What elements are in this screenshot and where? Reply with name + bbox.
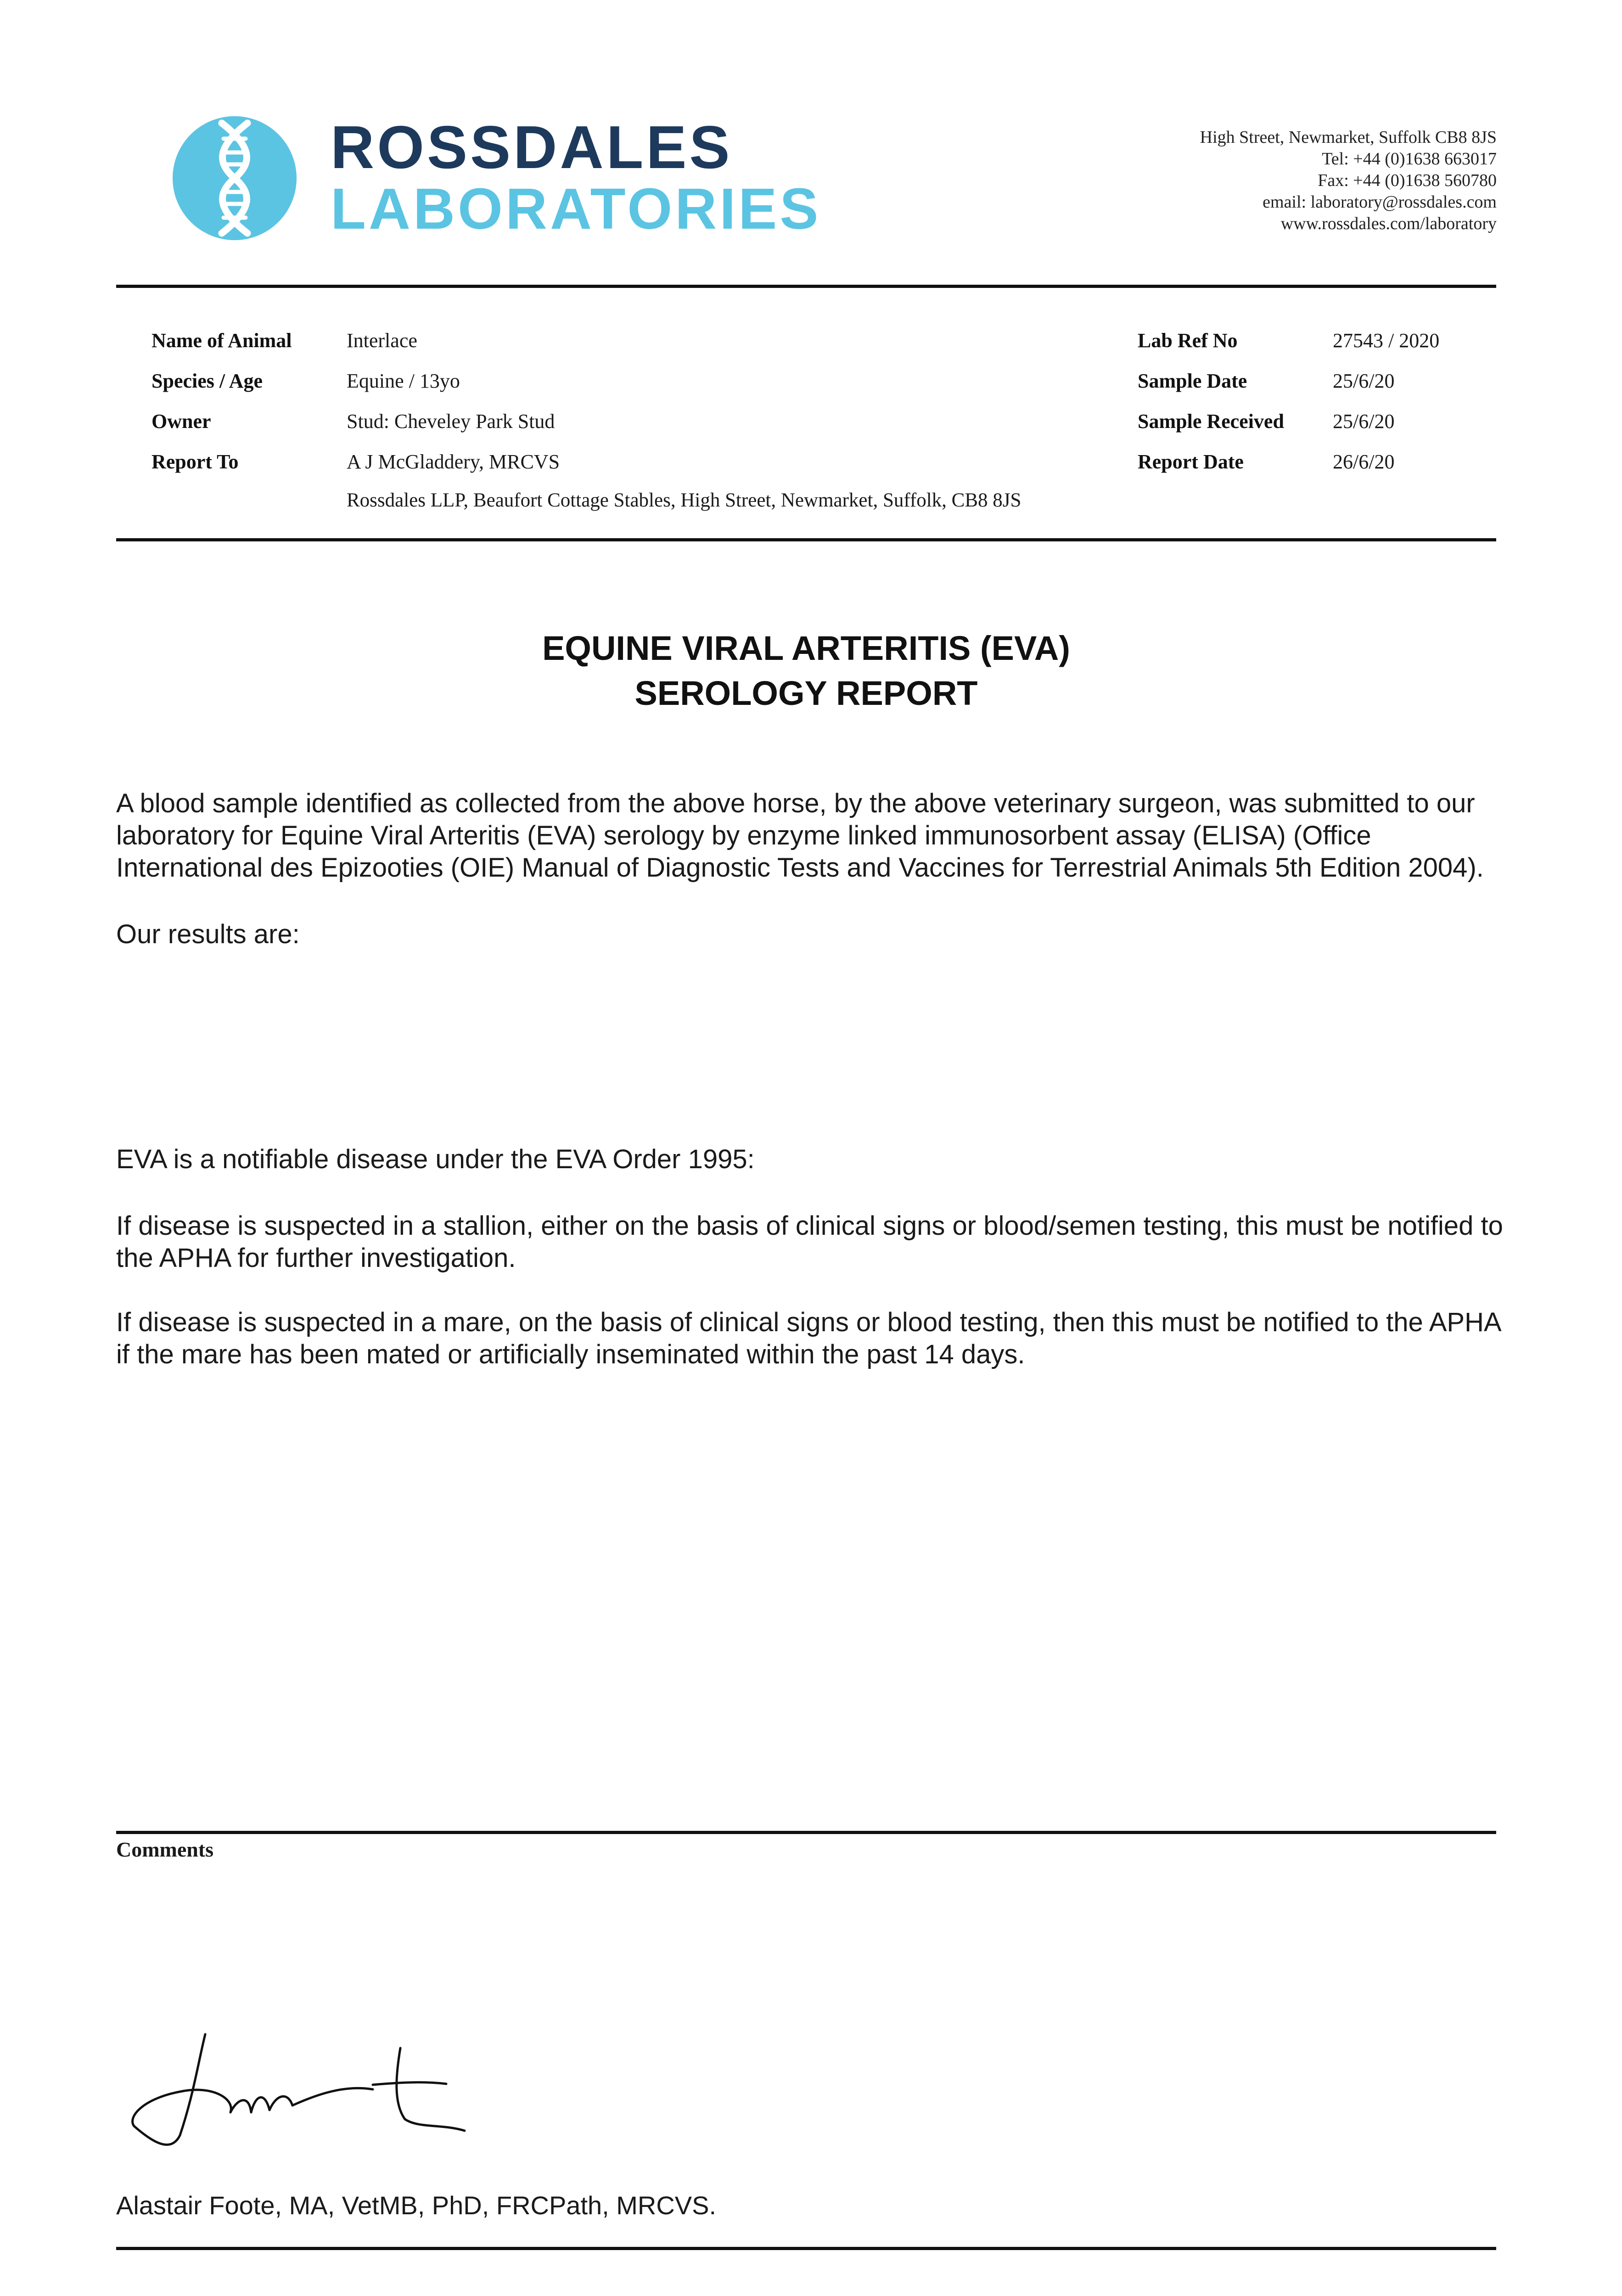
- mare-paragraph: [116, 1306, 1503, 1371]
- notifiable-statement: EVA is a notifiable disease under the EVA Order 1995:: [116, 1144, 755, 1174]
- results-intro: Our results are:: [116, 919, 300, 949]
- name-of-animal-value: Interlace: [347, 329, 417, 352]
- stallion-line: the APHA for further investigation.: [116, 1243, 516, 1273]
- lab-ref-label: Lab Ref No: [1138, 329, 1238, 352]
- report-date-value: 26/6/20: [1333, 450, 1395, 473]
- signature-image: [125, 2030, 474, 2158]
- intro-line: A blood sample identified as collected from the above horse, by the above veterinary surgeon, was submitted to our: [116, 788, 1475, 818]
- brand-name-line1: ROSSDALES: [331, 113, 733, 181]
- report-to-label: Report To: [152, 450, 239, 473]
- info-divider: [116, 538, 1496, 541]
- species-age-label: Species / Age: [152, 370, 263, 392]
- stallion-line: If disease is suspected in a stallion, either on the basis of clinical signs or blood/semen testing, this must be notified to: [116, 1211, 1503, 1241]
- comments-label: Comments: [116, 1838, 214, 1861]
- owner-value: Stud: Cheveley Park Stud: [347, 410, 555, 433]
- address-line: High Street, Newmarket, Suffolk CB8 8JS: [1200, 128, 1497, 147]
- report-date-label: Report Date: [1138, 450, 1244, 473]
- report-to-address: Rossdales LLP, Beaufort Cottage Stables, High Street, Newmarket, Suffolk, CB8 8JS: [347, 490, 1021, 511]
- header-divider: [116, 285, 1496, 288]
- signatory-name: Alastair Foote, MA, VetMB, PhD, FRCPath, MRCVS.: [116, 2191, 717, 2220]
- report-to-value: A J McGladdery, MRCVS: [347, 450, 560, 473]
- website-line: www.rossdales.com/laboratory: [1280, 214, 1497, 233]
- report-title-line1: EQUINE VIRAL ARTERITIS (EVA): [542, 629, 1070, 667]
- comments-divider: [116, 1831, 1496, 1834]
- phone-line: Tel: +44 (0)1638 663017: [1322, 149, 1497, 169]
- footer-divider: [116, 2247, 1496, 2250]
- name-of-animal-label: Name of Animal: [152, 329, 292, 352]
- email-line: email: laboratory@rossdales.com: [1263, 192, 1497, 212]
- sample-date-label: Sample Date: [1138, 370, 1247, 392]
- intro-line: laboratory for Equine Viral Arteritis (EVA) serology by enzyme linked immunosorbent assay (ELISA) (Office: [116, 821, 1371, 850]
- report-title-line2: SEROLOGY REPORT: [634, 674, 978, 712]
- contact-block: [1200, 127, 1497, 235]
- sample-received-value: 25/6/20: [1333, 410, 1395, 433]
- mare-line: if the mare has been mated or artificially inseminated within the past 14 days.: [116, 1339, 1025, 1369]
- dna-logo-icon: [172, 115, 297, 242]
- intro-line: International des Epizooties (OIE) Manual of Diagnostic Tests and Vaccines for Terrestrial Animals 5th Edition 2004).: [116, 853, 1484, 883]
- owner-label: Owner: [152, 410, 211, 433]
- lab-ref-value: 27543 / 2020: [1333, 329, 1440, 352]
- intro-paragraph: [116, 788, 1503, 884]
- sample-date-value: 25/6/20: [1333, 370, 1395, 392]
- stallion-paragraph: [116, 1210, 1503, 1274]
- fax-line: Fax: +44 (0)1638 560780: [1318, 171, 1497, 190]
- sample-received-label: Sample Received: [1138, 410, 1284, 433]
- mare-line: If disease is suspected in a mare, on the basis of clinical signs or blood testing, then this must be notified to the APHA: [116, 1307, 1502, 1337]
- species-age-value: Equine / 13yo: [347, 370, 460, 392]
- brand-name-line2: LABORATORIES: [331, 176, 821, 241]
